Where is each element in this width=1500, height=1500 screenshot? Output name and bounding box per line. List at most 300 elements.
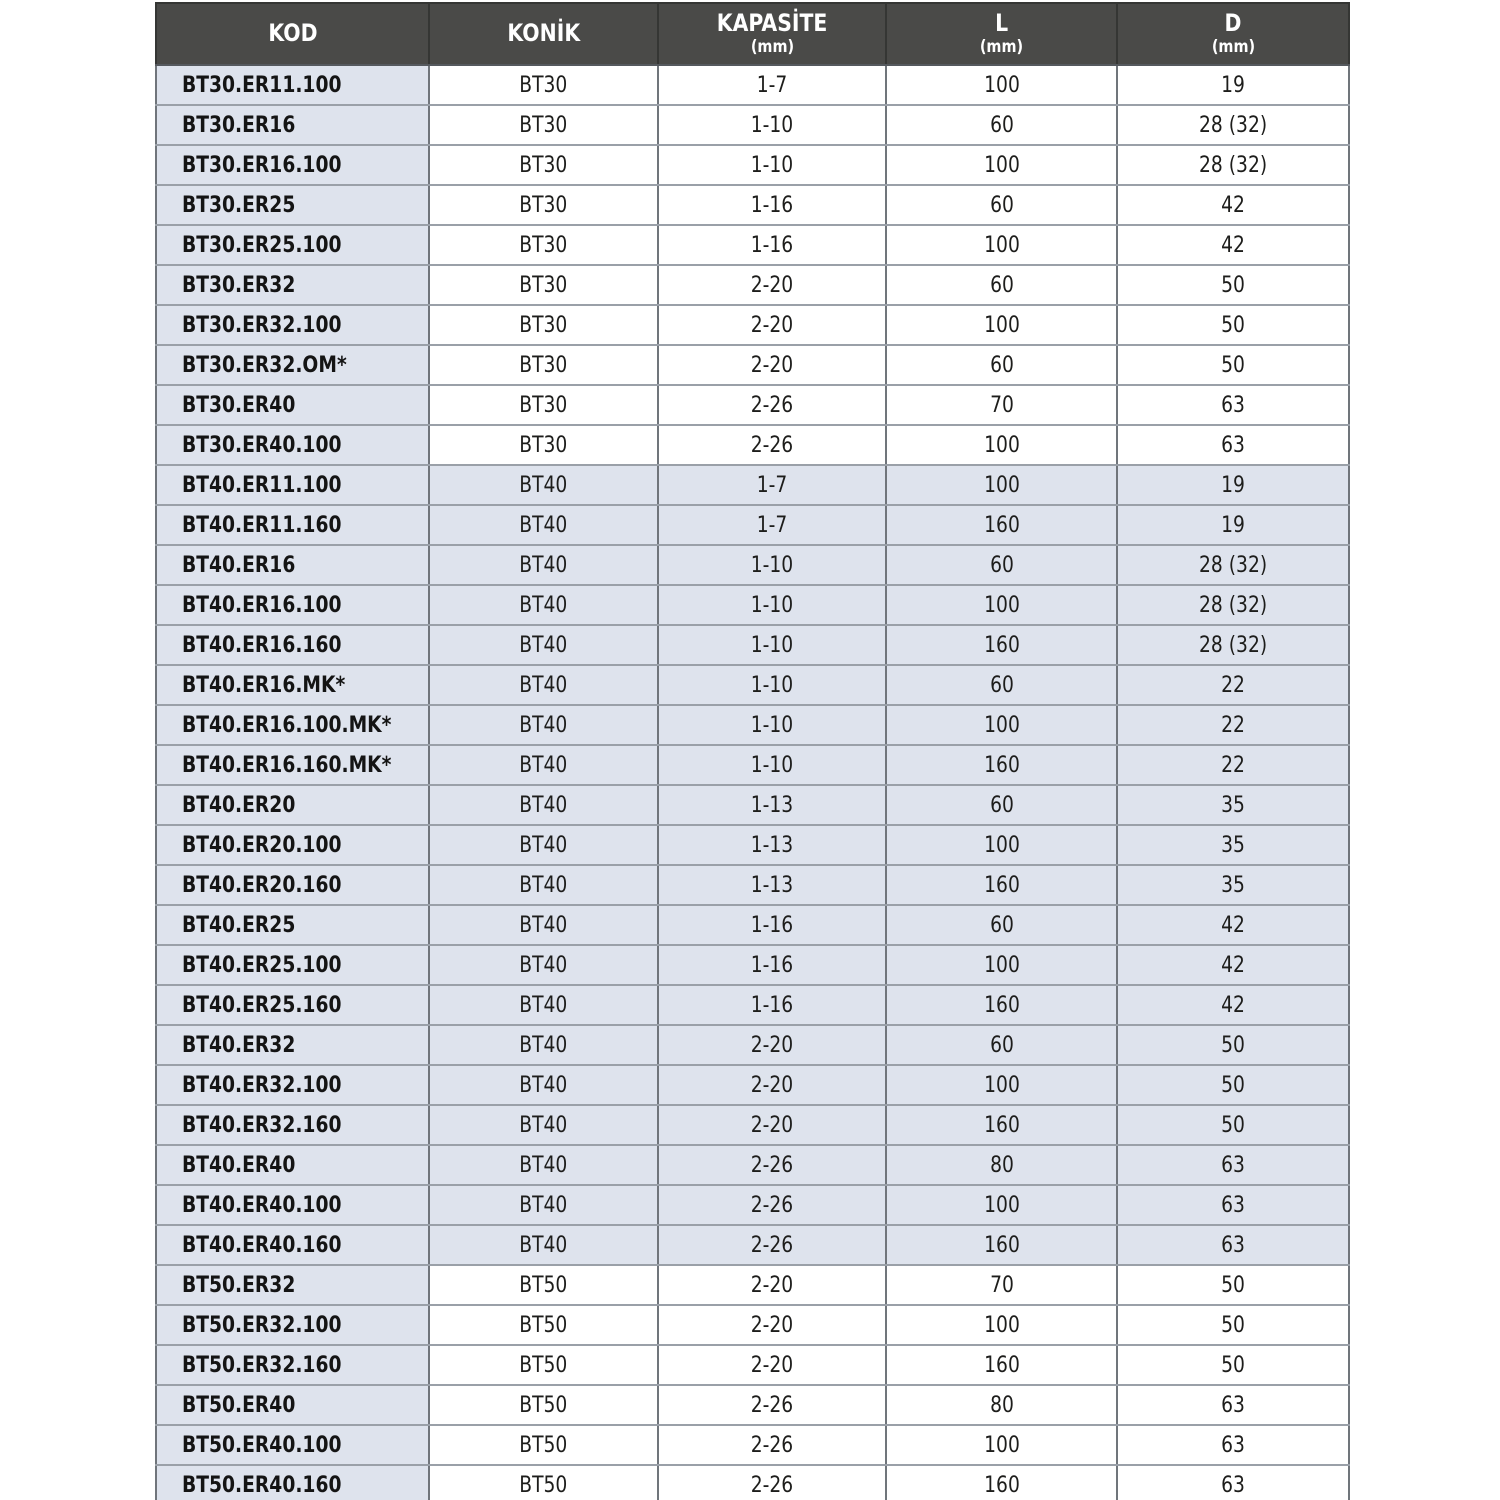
cell-l: [886, 505, 1117, 545]
cell-d-text: 50: [1221, 312, 1245, 338]
cell-kod-text: BT40.ER16.100.MK*: [182, 712, 392, 738]
cell-d-text: 50: [1221, 1352, 1245, 1378]
cell-kod: [156, 465, 429, 505]
cell-kapasite-text: 2-26: [750, 1472, 794, 1498]
cell-l: [886, 745, 1117, 785]
cell-kod: [156, 1265, 429, 1305]
table-row: [156, 385, 1349, 425]
cell-kapasite-text: 1-10: [750, 152, 794, 178]
cell-konik-text: BT30: [519, 312, 568, 338]
cell-kapasite: [658, 1425, 886, 1465]
cell-d-text: 63: [1221, 1432, 1245, 1458]
cell-d: [1117, 145, 1349, 185]
cell-d: [1117, 1385, 1349, 1425]
column-header-d-label: D: [1224, 9, 1242, 38]
cell-kod: [156, 1105, 429, 1145]
cell-konik-text: BT40: [519, 792, 568, 818]
table-body: [156, 65, 1349, 1500]
cell-konik: [429, 465, 658, 505]
cell-l-text: 100: [983, 152, 1020, 178]
cell-konik-text: BT30: [519, 192, 568, 218]
cell-kod-text: BT30.ER32: [182, 272, 296, 298]
cell-l: [886, 385, 1117, 425]
cell-kod-text: BT40.ER25.160: [182, 992, 342, 1018]
cell-l-text: 100: [983, 712, 1020, 738]
cell-d-text: 63: [1221, 1152, 1245, 1178]
cell-l-text: 100: [983, 832, 1020, 858]
cell-kapasite: [658, 145, 886, 185]
cell-kod: [156, 65, 429, 105]
cell-kapasite: [658, 985, 886, 1025]
cell-kapasite-text: 2-20: [750, 1312, 794, 1338]
cell-d-text: 35: [1221, 872, 1245, 898]
column-header-d: [1117, 3, 1349, 65]
cell-d: [1117, 945, 1349, 985]
cell-kod: [156, 1025, 429, 1065]
table-row: [156, 1185, 1349, 1225]
cell-kapasite-text: 2-26: [750, 392, 794, 418]
cell-kapasite: [658, 1265, 886, 1305]
cell-konik: [429, 385, 658, 425]
table-header: [156, 3, 1349, 65]
tool-holder-spec-table: [155, 2, 1350, 1500]
cell-konik: [429, 585, 658, 625]
cell-d: [1117, 1465, 1349, 1500]
cell-d: [1117, 1065, 1349, 1105]
table-row: [156, 705, 1349, 745]
cell-konik-text: BT40: [519, 632, 568, 658]
cell-kapasite-text: 2-26: [750, 1152, 794, 1178]
table-row: [156, 465, 1349, 505]
cell-kod-text: BT40.ER16.100: [182, 592, 342, 618]
cell-kapasite-text: 2-26: [750, 1192, 794, 1218]
cell-kapasite-text: 2-20: [750, 1352, 794, 1378]
cell-l: [886, 1025, 1117, 1065]
cell-konik-text: BT40: [519, 512, 568, 538]
cell-kapasite: [658, 585, 886, 625]
table-row: [156, 65, 1349, 105]
cell-d: [1117, 905, 1349, 945]
cell-d-text: 50: [1221, 1072, 1245, 1098]
cell-l-text: 100: [983, 72, 1020, 98]
table-row: [156, 945, 1349, 985]
cell-konik: [429, 345, 658, 385]
cell-konik: [429, 265, 658, 305]
header-row: [156, 3, 1349, 65]
cell-l: [886, 705, 1117, 745]
cell-d: [1117, 865, 1349, 905]
cell-konik: [429, 625, 658, 665]
cell-l: [886, 1105, 1117, 1145]
cell-kod: [156, 185, 429, 225]
cell-d: [1117, 185, 1349, 225]
cell-kod-text: BT50.ER32: [182, 1272, 296, 1298]
cell-l-text: 160: [983, 1352, 1020, 1378]
cell-konik: [429, 865, 658, 905]
cell-d: [1117, 505, 1349, 545]
cell-konik-text: BT40: [519, 672, 568, 698]
cell-konik: [429, 705, 658, 745]
cell-d: [1117, 705, 1349, 745]
cell-kapasite-text: 1-13: [750, 792, 794, 818]
cell-l: [886, 1065, 1117, 1105]
cell-d-text: 63: [1221, 392, 1245, 418]
cell-konik-text: BT40: [519, 952, 568, 978]
cell-l-text: 70: [989, 1272, 1014, 1298]
cell-konik-text: BT40: [519, 1072, 568, 1098]
cell-konik: [429, 145, 658, 185]
cell-kod-text: BT40.ER16.160.MK*: [182, 752, 392, 778]
cell-d: [1117, 825, 1349, 865]
cell-l-text: 160: [983, 752, 1020, 778]
cell-l: [886, 65, 1117, 105]
cell-kod-text: BT40.ER40.160: [182, 1232, 342, 1258]
cell-kapasite-text: 1-13: [750, 832, 794, 858]
cell-l-text: 60: [989, 1032, 1014, 1058]
cell-kapasite: [658, 265, 886, 305]
cell-kapasite: [658, 65, 886, 105]
cell-kod-text: BT40.ER11.160: [182, 512, 342, 538]
cell-kod-text: BT50.ER32.160: [182, 1352, 342, 1378]
table-row: [156, 1105, 1349, 1145]
cell-l: [886, 345, 1117, 385]
cell-kod: [156, 1185, 429, 1225]
cell-kapasite-text: 1-7: [756, 72, 788, 98]
cell-kod-text: BT50.ER40.100: [182, 1432, 342, 1458]
cell-kod-text: BT30.ER32.OM*: [182, 352, 347, 378]
cell-konik: [429, 305, 658, 345]
cell-kapasite-text: 2-20: [750, 1032, 794, 1058]
cell-kapasite: [658, 465, 886, 505]
table-row: [156, 585, 1349, 625]
cell-konik: [429, 225, 658, 265]
cell-konik: [429, 505, 658, 545]
cell-d-text: 63: [1221, 1232, 1245, 1258]
column-header-l-unit: (mm): [979, 37, 1024, 58]
cell-kapasite: [658, 825, 886, 865]
cell-konik: [429, 1225, 658, 1265]
cell-konik-text: BT40: [519, 1152, 568, 1178]
cell-konik-text: BT50: [519, 1432, 568, 1458]
cell-l-text: 160: [983, 1112, 1020, 1138]
cell-d: [1117, 1185, 1349, 1225]
cell-d-text: 28 (32): [1198, 152, 1268, 178]
cell-kod: [156, 785, 429, 825]
cell-d-text: 28 (32): [1198, 552, 1268, 578]
cell-konik: [429, 1465, 658, 1500]
cell-konik: [429, 1425, 658, 1465]
cell-d: [1117, 1345, 1349, 1385]
cell-konik: [429, 1145, 658, 1185]
cell-kapasite-text: 1-10: [750, 712, 794, 738]
cell-konik: [429, 1385, 658, 1425]
cell-l: [886, 785, 1117, 825]
column-header-d-unit: (mm): [1211, 37, 1255, 58]
cell-d-text: 42: [1221, 192, 1245, 218]
column-header-kapasite-label: KAPASİTE: [716, 9, 828, 38]
cell-l: [886, 625, 1117, 665]
cell-konik-text: BT30: [519, 432, 568, 458]
cell-konik-text: BT30: [519, 152, 568, 178]
cell-kapasite: [658, 1145, 886, 1185]
cell-l-text: 100: [983, 472, 1020, 498]
cell-kod-text: BT40.ER16.MK*: [182, 672, 346, 698]
cell-kapasite: [658, 665, 886, 705]
cell-d-text: 28 (32): [1198, 112, 1268, 138]
cell-kod-text: BT30.ER11.100: [182, 72, 342, 98]
cell-d-text: 19: [1221, 512, 1245, 538]
cell-konik: [429, 1265, 658, 1305]
cell-kod: [156, 105, 429, 145]
table-row: [156, 865, 1349, 905]
cell-kapasite: [658, 1065, 886, 1105]
cell-d-text: 63: [1221, 1472, 1245, 1498]
cell-d: [1117, 785, 1349, 825]
cell-l-text: 100: [983, 1432, 1020, 1458]
cell-kod: [156, 1345, 429, 1385]
cell-kod: [156, 1305, 429, 1345]
cell-l: [886, 585, 1117, 625]
cell-kod-text: BT30.ER40: [182, 392, 296, 418]
cell-d: [1117, 465, 1349, 505]
cell-kod-text: BT30.ER32.100: [182, 312, 342, 338]
cell-kod: [156, 905, 429, 945]
cell-kapasite: [658, 945, 886, 985]
cell-konik-text: BT40: [519, 552, 568, 578]
cell-d: [1117, 305, 1349, 345]
cell-kod: [156, 385, 429, 425]
cell-konik-text: BT50: [519, 1312, 568, 1338]
cell-kod: [156, 585, 429, 625]
cell-kapasite-text: 1-10: [750, 632, 794, 658]
cell-kod: [156, 305, 429, 345]
cell-konik: [429, 1305, 658, 1345]
cell-l: [886, 1185, 1117, 1225]
column-header-konik-label: KONİK: [507, 19, 580, 48]
cell-d-text: 19: [1221, 72, 1245, 98]
cell-konik-text: BT30: [519, 352, 568, 378]
cell-l: [886, 1145, 1117, 1185]
cell-l: [886, 265, 1117, 305]
cell-l: [886, 225, 1117, 265]
cell-konik: [429, 65, 658, 105]
cell-d: [1117, 985, 1349, 1025]
cell-konik: [429, 545, 658, 585]
cell-kapasite-text: 2-20: [750, 272, 794, 298]
cell-kod-text: BT30.ER16: [182, 112, 296, 138]
cell-kod: [156, 625, 429, 665]
cell-kod-text: BT40.ER16.160: [182, 632, 342, 658]
cell-l: [886, 145, 1117, 185]
cell-l: [886, 545, 1117, 585]
cell-l: [886, 905, 1117, 945]
cell-d-text: 19: [1221, 472, 1245, 498]
cell-d-text: 22: [1221, 712, 1245, 738]
cell-kapasite: [658, 305, 886, 345]
table-row: [156, 625, 1349, 665]
table-row: [156, 745, 1349, 785]
cell-l: [886, 305, 1117, 345]
cell-l-text: 60: [989, 792, 1014, 818]
cell-kod-text: BT40.ER20.100: [182, 832, 342, 858]
cell-konik: [429, 105, 658, 145]
cell-d-text: 63: [1221, 1192, 1245, 1218]
cell-l: [886, 865, 1117, 905]
cell-d: [1117, 105, 1349, 145]
cell-konik-text: BT30: [519, 72, 568, 98]
table-row: [156, 305, 1349, 345]
cell-d: [1117, 1025, 1349, 1065]
cell-kod-text: BT50.ER40: [182, 1392, 296, 1418]
cell-d-text: 22: [1221, 672, 1245, 698]
cell-konik-text: BT30: [519, 232, 568, 258]
cell-kod: [156, 145, 429, 185]
cell-konik-text: BT40: [519, 1192, 568, 1218]
cell-kapasite: [658, 345, 886, 385]
cell-konik-text: BT40: [519, 592, 568, 618]
cell-kapasite: [658, 1305, 886, 1345]
cell-d: [1117, 665, 1349, 705]
cell-d: [1117, 225, 1349, 265]
cell-konik-text: BT40: [519, 1232, 568, 1258]
cell-l: [886, 825, 1117, 865]
cell-kod-text: BT30.ER40.100: [182, 432, 342, 458]
table-row: [156, 1145, 1349, 1185]
column-header-l-label: L: [994, 9, 1008, 38]
table-row: [156, 985, 1349, 1025]
cell-d: [1117, 1105, 1349, 1145]
cell-kapasite-text: 1-7: [756, 512, 788, 538]
cell-konik: [429, 185, 658, 225]
cell-kapasite-text: 2-20: [750, 312, 794, 338]
cell-kapasite-text: 1-7: [756, 472, 788, 498]
column-header-konik: [429, 3, 658, 65]
cell-kod: [156, 865, 429, 905]
cell-kod-text: BT50.ER32.100: [182, 1312, 342, 1338]
cell-d-text: 63: [1221, 1392, 1245, 1418]
cell-konik: [429, 1065, 658, 1105]
cell-konik-text: BT30: [519, 272, 568, 298]
cell-d-text: 50: [1221, 1312, 1245, 1338]
cell-kapasite: [658, 745, 886, 785]
cell-l-text: 60: [989, 552, 1014, 578]
cell-kapasite: [658, 1105, 886, 1145]
cell-kod: [156, 1425, 429, 1465]
cell-d-text: 22: [1221, 752, 1245, 778]
cell-l-text: 70: [989, 392, 1014, 418]
cell-kod: [156, 745, 429, 785]
cell-kapasite-text: 2-26: [750, 1432, 794, 1458]
cell-kod-text: BT40.ER32.100: [182, 1072, 342, 1098]
cell-kod-text: BT40.ER25: [182, 912, 296, 938]
cell-kapasite: [658, 705, 886, 745]
cell-kapasite-text: 1-10: [750, 552, 794, 578]
cell-konik-text: BT50: [519, 1352, 568, 1378]
cell-konik-text: BT40: [519, 872, 568, 898]
cell-kod: [156, 225, 429, 265]
cell-kapasite: [658, 225, 886, 265]
cell-konik-text: BT40: [519, 472, 568, 498]
cell-l: [886, 465, 1117, 505]
cell-d: [1117, 625, 1349, 665]
table-row: [156, 1345, 1349, 1385]
cell-l-text: 160: [983, 632, 1020, 658]
cell-d: [1117, 345, 1349, 385]
cell-d-text: 50: [1221, 1112, 1245, 1138]
cell-kapasite: [658, 865, 886, 905]
cell-l-text: 160: [983, 512, 1020, 538]
cell-kapasite-text: 2-20: [750, 352, 794, 378]
cell-l-text: 100: [983, 232, 1020, 258]
cell-kod-text: BT30.ER25.100: [182, 232, 342, 258]
cell-kapasite-text: 1-10: [750, 672, 794, 698]
cell-l: [886, 105, 1117, 145]
table-row: [156, 425, 1349, 465]
cell-d-text: 28 (32): [1198, 632, 1268, 658]
cell-kod-text: BT40.ER32: [182, 1032, 296, 1058]
cell-kapasite: [658, 1025, 886, 1065]
cell-konik-text: BT30: [519, 112, 568, 138]
cell-d-text: 35: [1221, 792, 1245, 818]
cell-kapasite-text: 2-26: [750, 432, 794, 458]
cell-kod: [156, 265, 429, 305]
cell-kapasite-text: 1-16: [750, 232, 794, 258]
cell-l-text: 100: [983, 312, 1020, 338]
cell-kod-text: BT30.ER25: [182, 192, 296, 218]
cell-d: [1117, 585, 1349, 625]
table-row: [156, 545, 1349, 585]
cell-d-text: 63: [1221, 432, 1245, 458]
cell-konik: [429, 785, 658, 825]
cell-d-text: 35: [1221, 832, 1245, 858]
cell-l: [886, 1345, 1117, 1385]
cell-kapasite-text: 2-20: [750, 1072, 794, 1098]
cell-kapasite-text: 1-13: [750, 872, 794, 898]
cell-konik-text: BT40: [519, 912, 568, 938]
cell-d: [1117, 425, 1349, 465]
table-row: [156, 905, 1349, 945]
cell-d: [1117, 545, 1349, 585]
cell-konik-text: BT40: [519, 1032, 568, 1058]
table-row: [156, 345, 1349, 385]
cell-d: [1117, 385, 1349, 425]
cell-l-text: 60: [989, 192, 1014, 218]
cell-d: [1117, 65, 1349, 105]
cell-konik: [429, 905, 658, 945]
column-header-l: [886, 3, 1117, 65]
cell-kapasite: [658, 1225, 886, 1265]
cell-l: [886, 1265, 1117, 1305]
cell-d-text: 50: [1221, 1032, 1245, 1058]
table-row: [156, 1385, 1349, 1425]
cell-l-text: 100: [983, 1312, 1020, 1338]
cell-l-text: 100: [983, 592, 1020, 618]
table-row: [156, 1025, 1349, 1065]
table-row: [156, 1065, 1349, 1105]
cell-konik: [429, 1345, 658, 1385]
cell-kapasite: [658, 185, 886, 225]
table-row: [156, 225, 1349, 265]
table-row: [156, 1425, 1349, 1465]
cell-kapasite: [658, 1465, 886, 1500]
cell-l-text: 160: [983, 872, 1020, 898]
cell-konik: [429, 825, 658, 865]
cell-kod-text: BT40.ER25.100: [182, 952, 342, 978]
cell-d-text: 42: [1221, 992, 1245, 1018]
cell-l: [886, 185, 1117, 225]
table-row: [156, 665, 1349, 705]
cell-kapasite-text: 1-16: [750, 952, 794, 978]
